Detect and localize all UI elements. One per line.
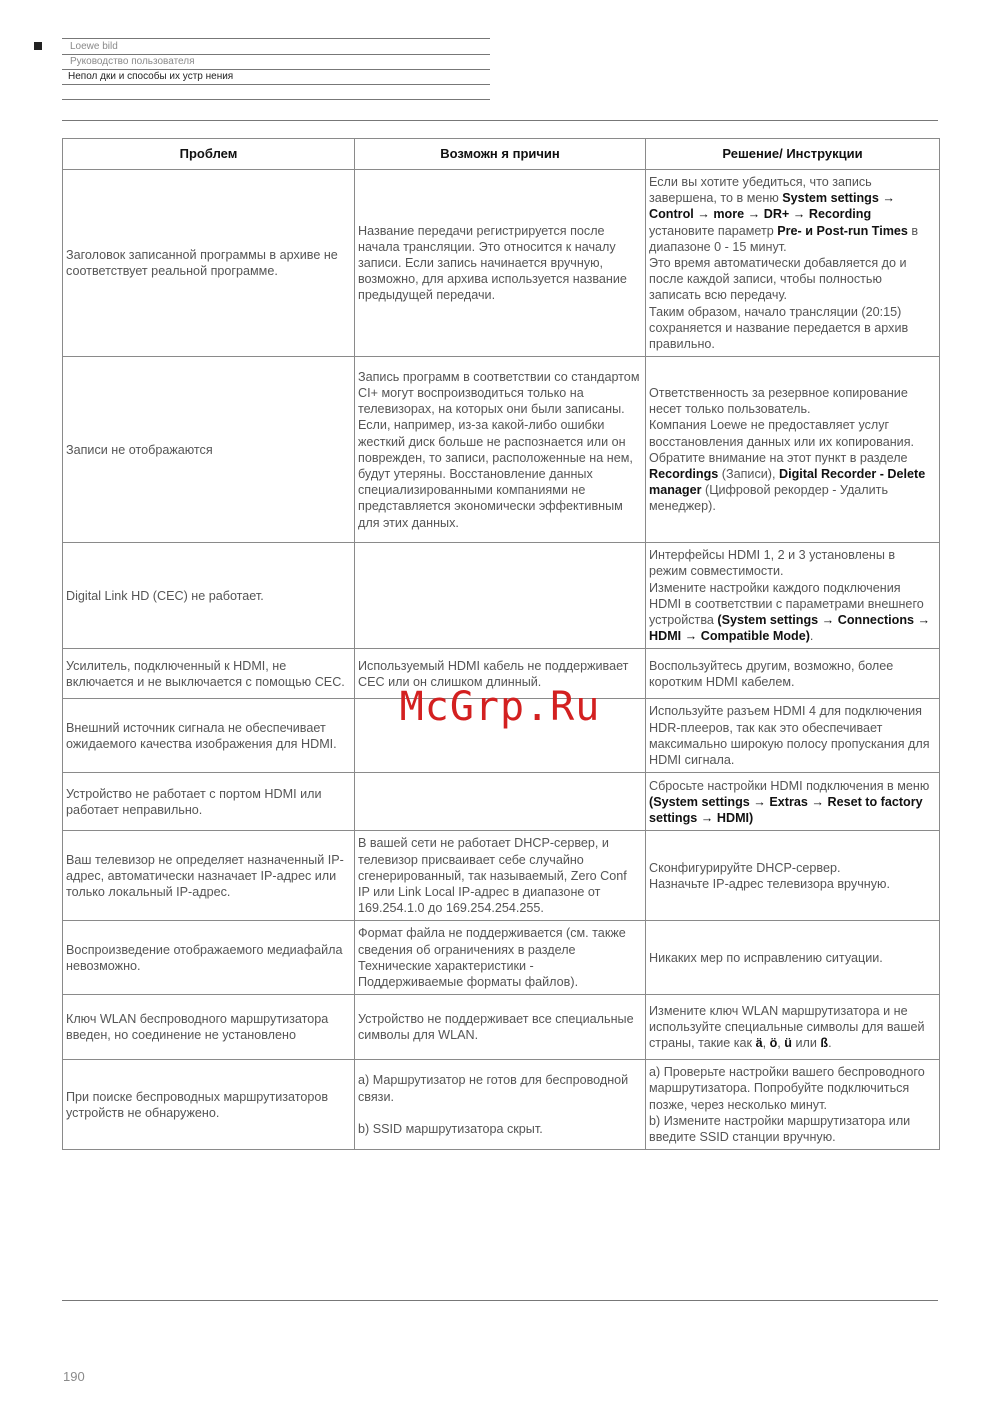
solution-text: Ответственность за резервное копирование несет только пользователь. — [649, 385, 908, 417]
solution-text: Это время автоматически добавляется до и после каждой записи, чтобы полностью записать всю передачу. — [649, 256, 907, 303]
solution-text: , — [777, 1036, 785, 1051]
menu-path-text: ä — [755, 1036, 763, 1051]
menu-path-text: (System settings → Extras → Reset to factory settings → HDMI) — [649, 794, 923, 826]
cell-cause: Устройство не поддерживает все специальные символы для WLAN. — [355, 995, 646, 1060]
solution-text: установите параметр — [649, 223, 778, 238]
menu-path-text: ö — [769, 1036, 778, 1051]
page-number: 190 — [63, 1369, 85, 1384]
solution-text: Сбросьте настройки HDMI подключения в меню — [649, 778, 930, 793]
solution-paragraph — [649, 778, 936, 827]
cell-problem: Заголовок записанной программы в архиве не соответствует реальной программе. — [63, 170, 355, 357]
cell-solution — [646, 831, 940, 921]
solution-paragraph — [649, 860, 936, 876]
troubleshooting-table — [62, 138, 940, 1150]
menu-path-text: System settings → Control → more → DR+ → Recording — [649, 191, 895, 222]
solution-paragraph — [649, 876, 936, 892]
solution-text: в диапазоне 0 - 15 минут. — [649, 223, 919, 254]
table-row — [63, 831, 940, 921]
cell-problem: Ключ WLAN беспроводного маршрутизатора введен, но соединение не установлено — [63, 995, 355, 1060]
cell-solution — [646, 1060, 940, 1150]
solution-text: . — [828, 1036, 832, 1051]
cell-solution — [646, 995, 940, 1060]
cell-cause: a) Маршрутизатор не готов для беспроводной связи. b) SSID маршрутизатора скрыт. — [355, 1060, 646, 1150]
solution-text: Назначьте IP-адрес телевизора вручную. — [649, 876, 890, 891]
solution-paragraph — [649, 1113, 936, 1145]
cell-solution — [646, 543, 940, 649]
header-rule — [62, 84, 490, 85]
solution-text: Таким образом, начало трансляции (20:15) сохраняется и название передается в архив правильно. — [649, 304, 909, 352]
cell-cause — [355, 773, 646, 831]
cell-problem: Воспроизведение отображаемого медиафайла невозможно. — [63, 921, 355, 995]
menu-path-text: Pre- и Post-run Times — [777, 223, 908, 238]
solution-text: Интерфейсы HDMI 1, 2 и 3 установлены в режим совместимости. — [649, 548, 896, 579]
table-row — [63, 357, 940, 543]
solution-paragraph — [649, 547, 936, 579]
header-rule — [62, 69, 490, 70]
header-section: Непол дки и способы их устр нения — [68, 71, 234, 82]
menu-path-text: Recordings — [649, 466, 719, 481]
solution-text: b) Измените настройки маршрутизатора или введите SSID станции вручную. — [649, 1113, 911, 1145]
solution-paragraph — [649, 1003, 936, 1052]
solution-text: Измените ключ WLAN маршрутизатора и не используйте специальные символы для вашей страны, такие как — [649, 1003, 925, 1051]
solution-paragraph — [649, 580, 936, 645]
solution-text: (Записи), — [718, 466, 779, 481]
solution-text: a) Проверьте настройки вашего беспроводного маршрутизатора. Попробуйте подключиться позже, через несколько минут. — [649, 1065, 925, 1112]
cell-solution — [646, 773, 940, 831]
cell-cause: Название передачи регистрируется после начала трансляции. Это относится к началу записи. Если запись начинается вручную, возможно, для архива используется название предыдущей передачи. — [355, 170, 646, 357]
column-header-solution: Решение/ Инструкции — [646, 139, 940, 170]
menu-path-text: ß — [820, 1036, 829, 1051]
cell-problem: Устройство не работает с портом HDMI или работает неправильно. — [63, 773, 355, 831]
solution-text: Если вы хотите убедиться, что запись завершена, то в меню — [649, 175, 872, 206]
solution-text: Никаких мер по исправлению ситуации. — [649, 950, 883, 965]
table-row — [63, 995, 940, 1060]
bottom-rule — [62, 1300, 938, 1301]
solution-text: Измените настройки каждого подключения HDMI в соответствии с параметрами внешнего устройства — [649, 580, 924, 628]
table-header-row — [63, 139, 940, 170]
table-row — [63, 170, 940, 357]
header-bullet — [34, 42, 42, 50]
solution-text: . — [809, 629, 814, 644]
solution-text: , — [762, 1036, 770, 1051]
table-row — [63, 1060, 940, 1150]
menu-path-text: Digital Recorder - Delete manager — [649, 466, 926, 498]
cell-cause — [355, 543, 646, 649]
header-manual: Руководство пользователя — [70, 56, 195, 67]
header-brand: Loewe bild — [70, 41, 118, 52]
solution-text: (Цифровой рекордер - Удалить менеджер). — [649, 483, 889, 514]
table-row — [63, 921, 940, 995]
header-rule — [62, 99, 490, 100]
solution-paragraph — [649, 304, 936, 353]
cell-solution — [646, 170, 940, 357]
header-rule — [62, 38, 490, 39]
solution-text: или — [791, 1036, 821, 1051]
solution-text: Воспользуйтесь другим, возможно, более коротким HDMI кабелем. — [649, 658, 894, 689]
solution-paragraph — [649, 950, 936, 966]
cell-problem: Усилитель, подключенный к HDMI, не включается и не выключается с помощью CEC. — [63, 649, 355, 699]
solution-text: Компания Loewe не предоставляет услуг восстановления данных или их копирования. Обратите внимание на этот пункт в разделе — [649, 418, 915, 465]
cell-cause: Используемый HDMI кабель не поддерживает CEC или он слишком длинный. — [355, 649, 646, 699]
column-header-problem: Проблем — [63, 139, 355, 170]
cell-problem: Записи не отображаются — [63, 357, 355, 543]
cell-problem: Внешний источник сигнала не обеспечивает ожидаемого качества изображения для HDMI. — [63, 699, 355, 773]
cell-problem: Ваш телевизор не определяет назначенный IP-адрес, автоматически назначает IP-адрес или только локальный IP-адрес. — [63, 831, 355, 921]
cell-cause: Запись программ в соответствии со стандартом CI+ могут воспроизводиться только на телевизорах, на которых они были записаны. Если, например, из-за какой-либо ошибки жесткий диск больше не распознается или он поврежден, то записи, расположенные на нем, будут утеряны. Восстановление данных специализированными компаниями не представляется экономически эффективным для этих данных. — [355, 357, 646, 543]
table-row — [63, 543, 940, 649]
solution-paragraph — [649, 1064, 936, 1113]
cell-solution — [646, 357, 940, 543]
solution-paragraph — [649, 255, 936, 304]
cell-cause: В вашей сети не работает DHCP-сервер, и телевизор присваивает себе случайно сгенерированный, так называемый, Zero Conf IP или Link Local IP-адрес в диапазоне от 169.254.1.0 до 169.254.254.255. — [355, 831, 646, 921]
solution-text: Используйте разъем HDMI 4 для подключения HDR-плееров, так как это обеспечивает максимально широкую полосу пропускания для HDMI сигнала. — [649, 704, 930, 768]
solution-paragraph — [649, 385, 936, 417]
column-header-cause: Возможн я причин — [355, 139, 646, 170]
table-row — [63, 773, 940, 831]
top-rule — [62, 120, 938, 121]
solution-paragraph — [649, 417, 936, 514]
menu-path-text: (System settings → Connections → HDMI → Compatible Mode) — [649, 613, 931, 644]
cell-solution — [646, 921, 940, 995]
header-rule — [62, 54, 490, 55]
cell-problem: При поиске беспроводных маршрутизаторов устройств не обнаружено. — [63, 1060, 355, 1150]
menu-path-text: ü — [784, 1036, 792, 1051]
solution-paragraph — [649, 174, 936, 255]
watermark: McGrp.Ru — [399, 684, 601, 730]
cell-cause: Формат файла не поддерживается (см. также сведения об ограничениях в разделе Технические характеристики - Поддерживаемые форматы файлов). — [355, 921, 646, 995]
solution-text: Сконфигурируйте DHCP-сервер. — [649, 860, 841, 875]
cell-problem: Digital Link HD (CEC) не работает. — [63, 543, 355, 649]
